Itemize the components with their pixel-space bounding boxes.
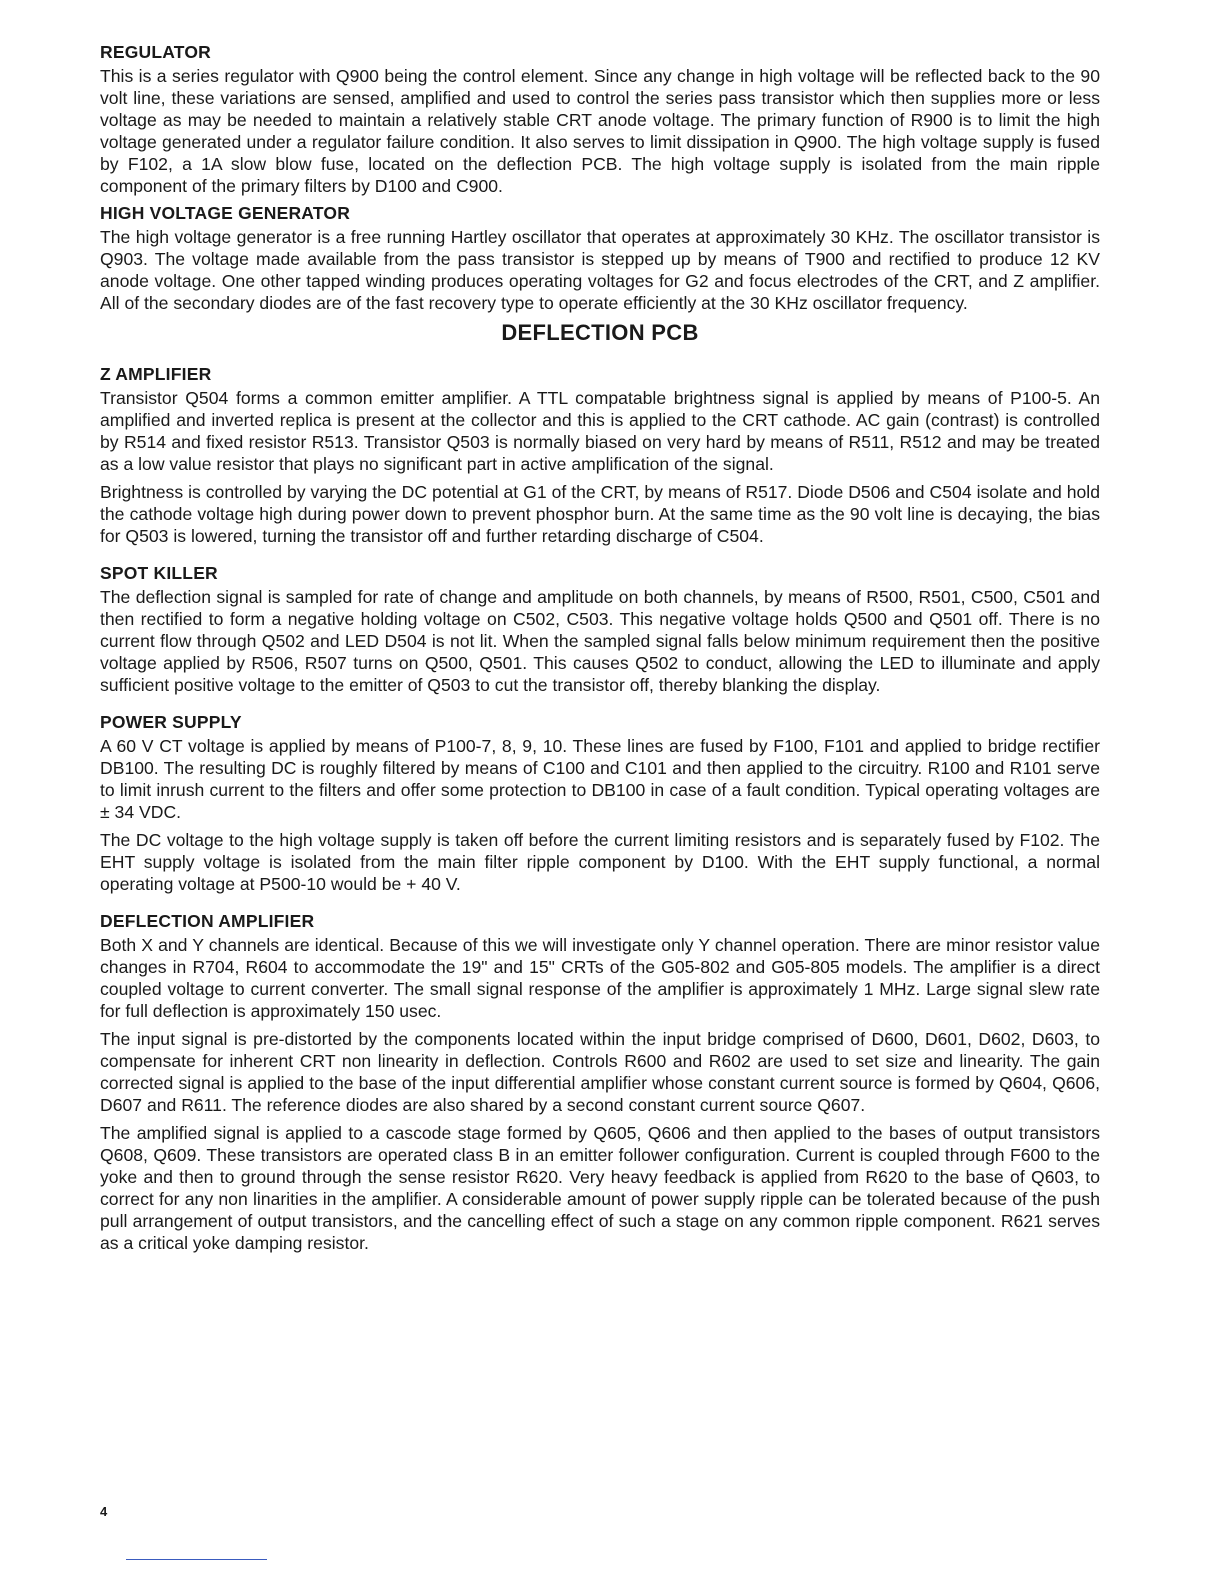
section-heading: Z AMPLIFIER (100, 364, 212, 384)
paragraph: The DC voltage to the high voltage supply is taken off before the current limiting resistors and is separately fused by F102. The EHT supply voltage is isolated from the main filter ripple component by D100. With the EHT supply functional, a normal operating voltage at P500-10 would be + 40 V. (100, 830, 1100, 894)
page-number: 4 (100, 1504, 108, 1519)
paragraph: This is a series regulator with Q900 being the control element. Since any change in high voltage will be reflected back to the 90 volt line, these variations are sensed, amplified and used to control the series pass transistor which then supplies more or less voltage as may be needed to maintain a relatively stable CRT anode voltage. The primary function of R900 is to limit the high voltage generated under a regulator failure condition. It also serves to limit dissipation in Q900. The high voltage supply is fused by F102, a 1A slow blow fuse, located on the deflection PCB. The high voltage supply is isolated from the main ripple component of the primary filters by D100 and C900. (100, 66, 1100, 196)
section-heading: HIGH VOLTAGE GENERATOR (100, 203, 351, 223)
paragraph: Both X and Y channels are identical. Because of this we will investigate only Y channel operation. There are minor resistor value changes in R704, R604 to accommodate the 19" and 15" CRTs of the G05-802 and G05-805 models. The amplifier is a direct coupled voltage to current converter. The small signal response of the amplifier is approximately 1 MHz. Large signal slew rate for full deflection is approximately 150 usec. (100, 935, 1100, 1021)
section-z-amplifier (100, 364, 1100, 547)
page-title: DEFLECTION PCB (501, 320, 699, 345)
section-deflection-amplifier (100, 911, 1100, 1254)
footer-rule (126, 1559, 267, 1560)
document-body (100, 42, 1100, 1260)
section-spot-killer (100, 563, 1100, 696)
paragraph: The deflection signal is sampled for rate of change and amplitude on both channels, by means of R500, R501, C500, C501 and then rectified to form a negative holding voltage on C502, C503. This negative voltage holds Q500 and Q501 off. There is no current flow through Q502 and LED D504 is not lit. When the sampled signal falls below minimum requirement then the positive voltage applied by R506, R507 turns on Q500, Q501. This causes Q502 to conduct, allowing the LED to illuminate and apply sufficient positive voltage to the emitter of Q503 to cut the transistor off, thereby blanking the display. (100, 587, 1100, 695)
paragraph: A 60 V CT voltage is applied by means of P100-7, 8, 9, 10. These lines are fused by F100, F101 and applied to bridge rectifier DB100. The resulting DC is roughly filtered by means of C100 and C101 and then applied to the circuitry. R100 and R101 serve to limit inrush current to the filters and offer some protection to DB100 in case of a fault condition. Typical operating voltages are ± 34 VDC. (100, 736, 1100, 822)
paragraph: Transistor Q504 forms a common emitter amplifier. A TTL compatable brightness signal is applied by means of P100-5. An amplified and inverted replica is present at the collector and this is applied to the CRT cathode. AC gain (contrast) is controlled by R514 and fixed resistor R513. Transistor Q503 is normally biased on very hard by means of R511, R512 and may be treated as a low value resistor that plays no significant part in active amplification of the signal. (100, 388, 1100, 474)
section-heading: DEFLECTION AMPLIFIER (100, 911, 315, 931)
section-high-voltage-generator (100, 203, 1100, 314)
spacer (100, 901, 1100, 911)
section-power-supply (100, 712, 1100, 895)
spacer (100, 702, 1100, 712)
paragraph: The amplified signal is applied to a cascode stage formed by Q605, Q606 and then applied to the bases of output transistors Q608, Q609. These transistors are operated class B in an emitter follower configuration. Current is coupled through F600 to the yoke and then to ground through the sense resistor R620. Very heavy feedback is applied from R620 to the base of Q603, to correct for any non linarities in the amplifier. A considerable amount of power supply ripple can be tolerated because of the push pull arrangement of output transistors, and the cancelling effect of such a stage on any common ripple component. R621 serves as a critical yoke damping resistor. (100, 1123, 1100, 1253)
section-heading: SPOT KILLER (100, 563, 218, 583)
paragraph: The input signal is pre-distorted by the components located within the input bridge comprised of D600, D601, D602, D603, to compensate for inherent CRT non linearity in deflection. Controls R600 and R602 are used to set size and linearity. The gain corrected signal is applied to the base of the input differential amplifier whose constant current source is formed by Q604, Q606, D607 and R611. The reference diodes are also shared by a second constant current source Q607. (100, 1029, 1100, 1115)
spacer (100, 553, 1100, 563)
paragraph: The high voltage generator is a free running Hartley oscillator that operates at approximately 30 KHz. The oscillator transistor is Q903. The voltage made available from the pass transistor is stepped up by means of T900 and rectified to produce 12 KV anode voltage. One other tapped winding produces operating voltages for G2 and focus electrodes of the CRT, and Z amplifier. All of the secondary diodes are of the fast recovery type to operate efficiently at the 30 KHz oscillator frequency. (100, 227, 1100, 313)
section-regulator (100, 42, 1100, 197)
section-heading: REGULATOR (100, 42, 212, 62)
paragraph: Brightness is controlled by varying the DC potential at G1 of the CRT, by means of R517. Diode D506 and C504 isolate and hold the cathode voltage high during power down to prevent phosphor burn. At the same time as the 90 volt line is decaying, the bias for Q503 is lowered, turning the transistor off and further retarding discharge of C504. (100, 482, 1100, 546)
section-heading: POWER SUPPLY (100, 712, 242, 732)
